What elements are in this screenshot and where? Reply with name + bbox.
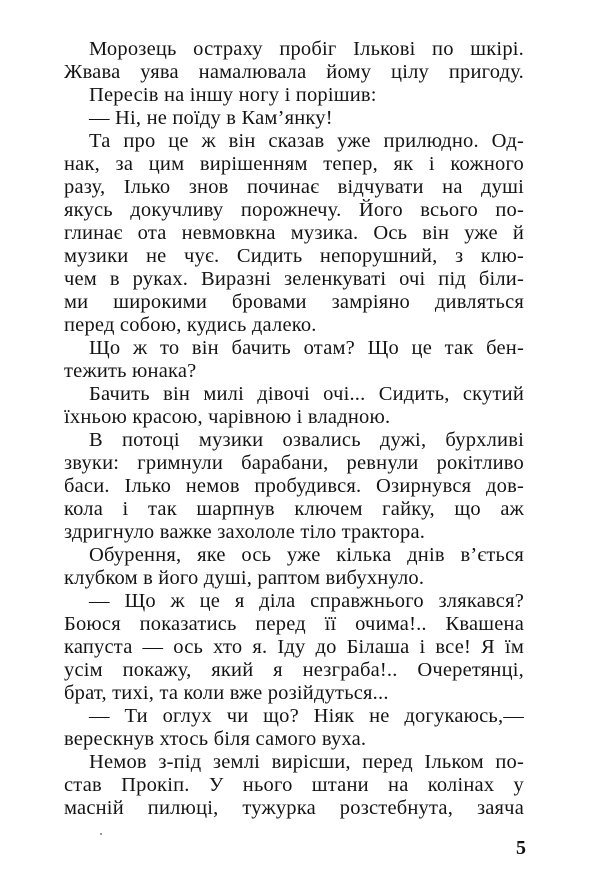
text-line: Пересів на іншу ногу і порішив: xyxy=(89,84,377,106)
text-line: масній пилюці, тужурка розстебнута, заяча xyxy=(64,797,524,819)
dialogue-paragraph xyxy=(64,590,524,705)
text-line: В потоці музики озвались дужі, бурхливі xyxy=(89,429,524,451)
text-line: Морозець остраху пробіг Ількові по шкірі. xyxy=(89,38,524,60)
text-line: чем в руках. Виразні зеленкуваті очі під біли- xyxy=(64,268,524,290)
text-line: — Що ж це я діла справжнього злякався? xyxy=(89,590,524,612)
text-line: Жвава уява намалювала йому цілу пригоду. xyxy=(64,61,524,83)
text-line: Та про це ж він сказав уже прилюдно. Од- xyxy=(89,130,524,152)
text-line: усім покажу, який я незграба!.. Очеретянці, xyxy=(64,659,524,681)
text-line: клубком в його душі, раптом вибухнуло. xyxy=(64,567,425,589)
text-line: Бачить він милі дівочі очі... Сидить, скутий xyxy=(89,383,524,405)
text-line: кола і так шарпнув ключем гайку, що аж xyxy=(64,498,524,520)
text-line: перед собою, кудись далеко. xyxy=(64,314,317,336)
paragraph xyxy=(64,383,524,429)
paragraph xyxy=(64,337,524,383)
text-line: — Ти оглух чи що? Ніяк не догукаюсь,— xyxy=(89,705,524,727)
body-text xyxy=(64,38,524,820)
text-line: капуста — ось хто я. Іду до Білаша і все! Я їм xyxy=(64,636,524,658)
paragraph xyxy=(64,751,524,820)
text-line: їхньою красою, чарівною і владною. xyxy=(64,406,391,428)
page-number: 5 xyxy=(516,837,526,859)
paragraph xyxy=(64,429,524,544)
dialogue-paragraph xyxy=(64,107,524,130)
text-line: нак, за цим вирішенням тепер, як і кожного xyxy=(64,153,524,175)
text-line: тежить юнака? xyxy=(64,360,197,382)
text-line: глинає ота невмовкна музика. Ось він уже й xyxy=(64,222,524,244)
text-line: разу, Ілько знов починає відчувати на душі xyxy=(64,176,524,198)
text-line: якусь докучливу порожнечу. Його всього по- xyxy=(64,199,524,221)
text-line: баси. Ілько немов пробудився. Озирнувся дов- xyxy=(64,475,524,497)
text-line: став Прокіп. У нього штани на колінах у xyxy=(64,774,524,796)
dialogue-paragraph xyxy=(64,705,524,751)
text-line: Що ж то він бачить отам? Що це так бен- xyxy=(89,337,524,359)
text-line: Боюся показатись перед її очима!.. Квашена xyxy=(64,613,524,635)
paragraph xyxy=(64,38,524,84)
text-line: брат, тихі, та коли вже розійдуться... xyxy=(64,682,389,704)
text-line: музики не чує. Сидить непорушний, з клю- xyxy=(64,245,524,267)
text-line: звуки: гримнули барабани, ревнули рокітливо xyxy=(64,452,524,474)
text-line: Немов з-під землі вирісши, перед Ільком по- xyxy=(89,751,524,773)
paragraph xyxy=(64,544,524,590)
text-line: Обурення, яке ось уже кілька днів в’ється xyxy=(89,544,524,566)
paragraph xyxy=(64,130,524,337)
scan-speck xyxy=(100,833,102,835)
text-line: ми широкими бровами замріяно дивляться xyxy=(64,291,524,313)
text-line: — Ні, не поїду в Кам’янку! xyxy=(89,107,333,129)
text-line: верескнув хтось біля самого вуха. xyxy=(64,728,367,750)
paragraph xyxy=(64,84,524,107)
text-line: здригнуло важке захололе тіло трактора. xyxy=(64,521,426,543)
